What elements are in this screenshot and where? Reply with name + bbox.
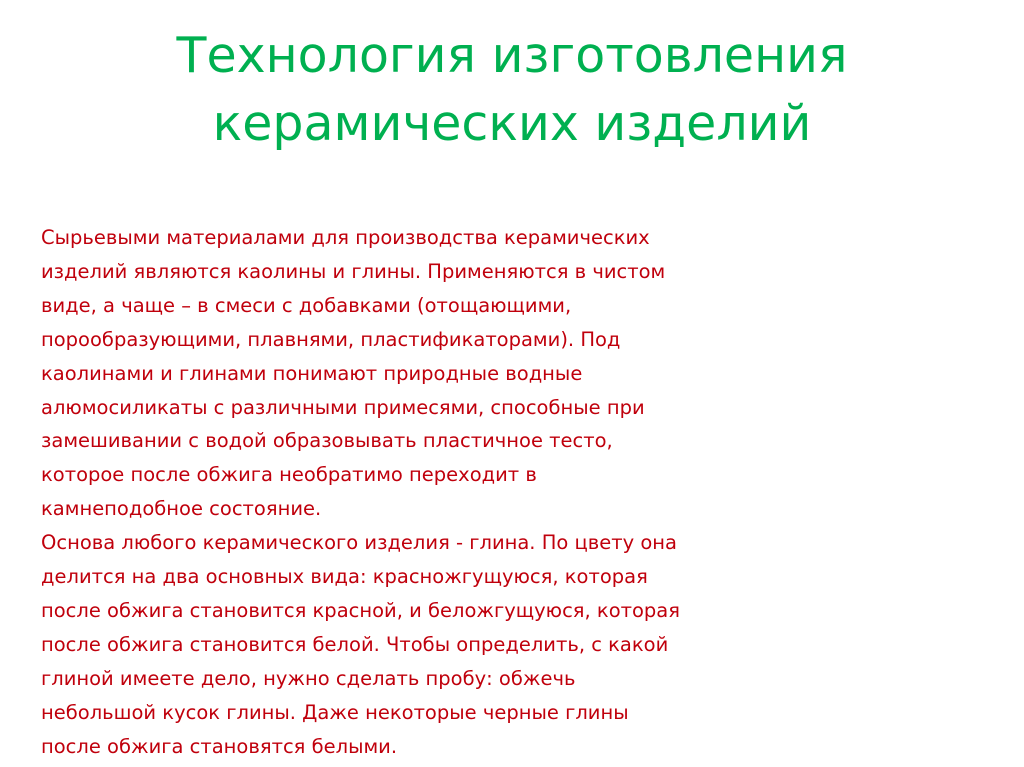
body-line: после обжига становятся белыми. [41, 734, 398, 758]
body-line: порообразующими, плавнями, пластификаторами). Под [41, 327, 621, 351]
slide-title [0, 22, 1024, 158]
body-line: делится на два основных вида: красножгущуюся, которая [41, 565, 648, 589]
body-line: которое после обжига необратимо переходит в [41, 463, 537, 487]
body-line: виде, а чаще – в смеси с добавками (отощающими, [41, 293, 572, 317]
body-line: Основа любого керамического изделия - глина. По цвету она [41, 531, 677, 555]
body-line: небольшой кусок глины. Даже некоторые черные глины [41, 700, 629, 724]
body-line: алюмосиликаты с различными примесями, способные при [41, 395, 645, 419]
body-line: камнеподобное состояние. [41, 497, 322, 521]
slide-title-line: керамических изделий [212, 95, 812, 152]
body-line: после обжига становится белой. Чтобы определить, с какой [41, 632, 669, 656]
body-line: глиной имеете дело, нужно сделать пробу: обжечь [41, 666, 576, 690]
body-line: замешивании с водой образовывать пластичное тесто, [41, 429, 613, 453]
body-line: изделий являются каолины и глины. Применяются в чистом [41, 259, 666, 283]
body-line: каолинами и глинами понимают природные водные [41, 361, 583, 385]
slide-body-text [41, 221, 821, 764]
body-line: Сырьевыми материалами для производства керамических [41, 226, 650, 249]
slide-title-line: Технология изготовления [176, 27, 848, 84]
body-line: после обжига становится красной, и беложгущуюся, которая [41, 598, 680, 622]
